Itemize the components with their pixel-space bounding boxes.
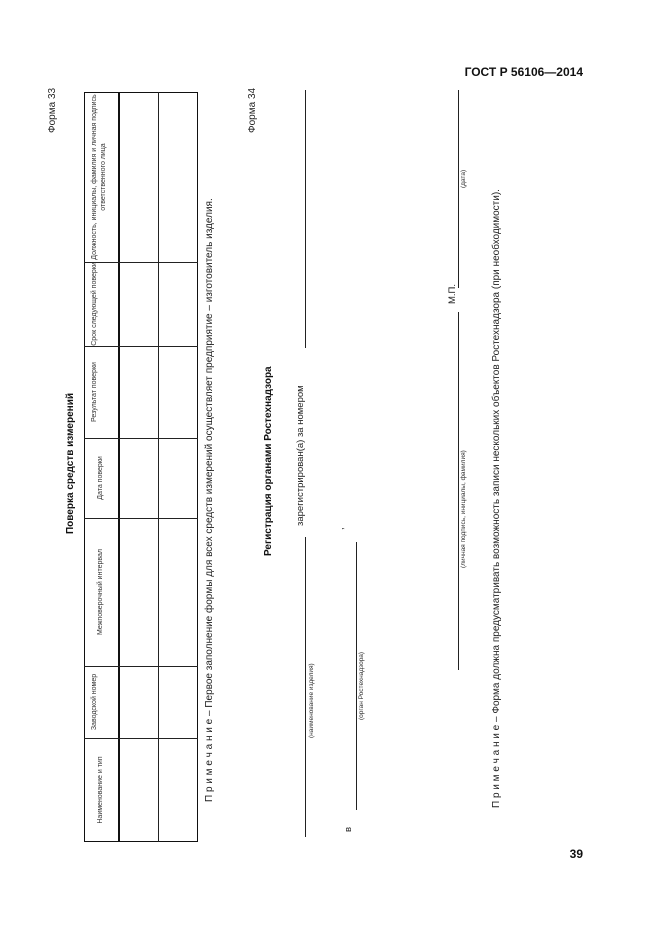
signature-line	[458, 312, 459, 670]
item-name-line	[305, 537, 306, 837]
form-33-title: Поверка средств измерений	[65, 393, 76, 534]
signature-caption: (личная подпись, инициалы, фамилия)	[460, 450, 467, 568]
date-line	[458, 90, 459, 288]
in-prefix: в	[343, 826, 354, 832]
column-header-next-verification: Срок следующей поверки	[91, 262, 98, 346]
date-caption: (дата)	[460, 169, 467, 188]
form-34-label: Форма 34	[247, 87, 258, 133]
registration-number-line	[305, 90, 306, 348]
column-header-verification-date: Дата поверки	[97, 456, 104, 500]
authority-caption: (орган Ростехнадзора)	[358, 651, 365, 720]
registered-text: зарегистрирован(а) за номером	[295, 385, 306, 526]
verification-table	[84, 92, 198, 842]
column-header-verification-result: Результат поверки	[91, 362, 98, 422]
comma: ,	[335, 527, 346, 530]
form-34-note: П р и м е ч а н и е – Форма должна предусматривать возможность записи нескольких объектов Ростехнадзора (при необходимости).	[491, 189, 502, 808]
item-name-caption: (наименование изделия)	[308, 663, 315, 738]
form-34-title: Регистрация органами Ростехнадзора	[263, 366, 274, 556]
form-33-label: Форма 33	[47, 87, 58, 133]
column-header-interval: Межповерочный интервал	[97, 549, 104, 635]
page-number: 39	[569, 847, 583, 861]
document-header: ГОСТ Р 56106—2014	[464, 65, 583, 79]
column-header-serial-number: Заводской номер	[91, 673, 98, 731]
authority-line	[356, 542, 357, 810]
form-33-note: П р и м е ч а н и е – Первое заполнение формы для всех средств измерений осуществляет предприятие – изготовитель изделия.	[204, 198, 215, 802]
stamp-place: М.П.	[447, 283, 458, 304]
column-header-responsible-person: Должность, инициалы, фамилия и личная подпись ответственного лица	[91, 94, 108, 260]
column-header-name-type: Наименование и тип	[97, 756, 104, 824]
